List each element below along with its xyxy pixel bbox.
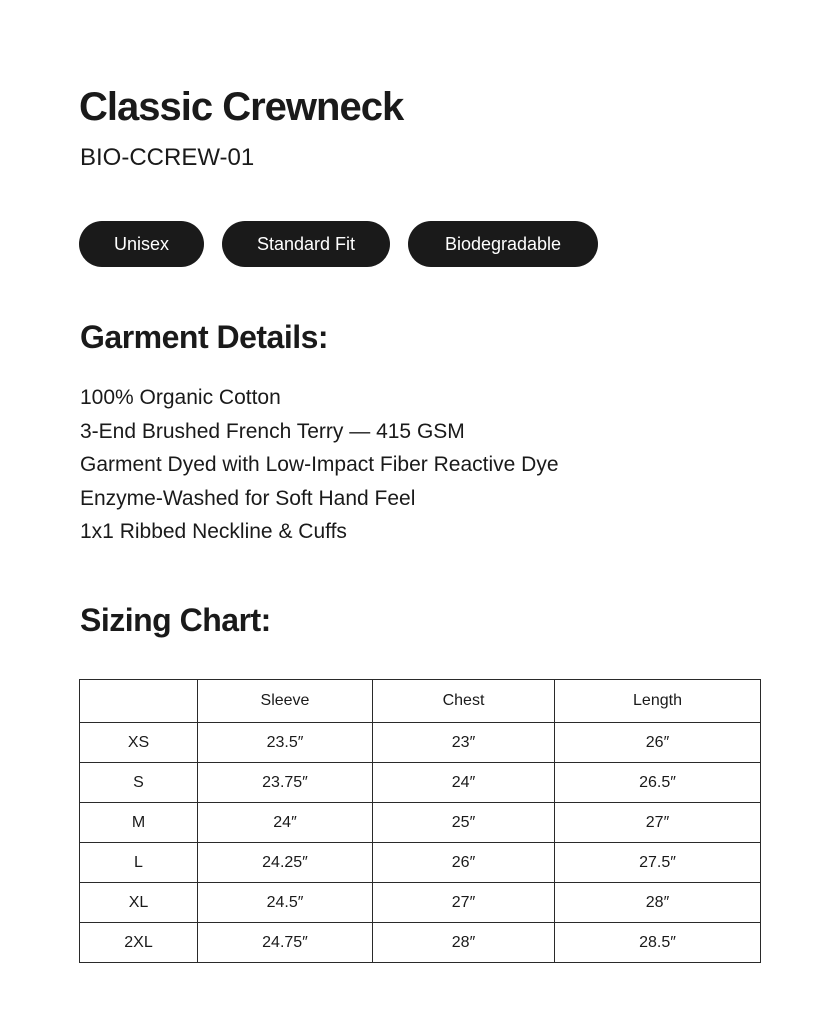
- chest-cell: 24″: [373, 763, 555, 803]
- sleeve-cell: 24.75″: [198, 923, 373, 963]
- product-sku: BIO-CCREW-01: [80, 144, 255, 171]
- detail-item: Garment Dyed with Low-Impact Fiber Reactive Dye: [80, 453, 559, 476]
- table-row: [80, 763, 761, 803]
- chest-cell: 23″: [373, 723, 555, 763]
- sleeve-cell: 23.75″: [198, 763, 373, 803]
- length-cell: 26″: [555, 723, 761, 763]
- garment-details-list: [80, 381, 559, 549]
- length-cell: 27″: [555, 803, 761, 843]
- chest-cell: 25″: [373, 803, 555, 843]
- detail-item: 100% Organic Cotton: [80, 386, 281, 409]
- tag-biodegradable: Biodegradable: [408, 221, 598, 267]
- header-sleeve: Sleeve: [198, 680, 373, 723]
- tag-standard-fit: Standard Fit: [222, 221, 390, 267]
- tag-list: [79, 221, 598, 267]
- size-cell: L: [80, 843, 198, 883]
- size-cell: XS: [80, 723, 198, 763]
- detail-item: 3-End Brushed French Terry — 415 GSM: [80, 419, 465, 443]
- size-cell: S: [80, 763, 198, 803]
- header-length: Length: [555, 680, 761, 723]
- size-cell: M: [80, 803, 198, 843]
- sizing-table: [79, 679, 761, 963]
- tag-unisex: Unisex: [79, 221, 204, 267]
- length-cell: 26.5″: [555, 763, 761, 803]
- table-row: [80, 803, 761, 843]
- table-row: [80, 923, 761, 963]
- header-size: [80, 680, 198, 723]
- table-row: [80, 843, 761, 883]
- chest-cell: 28″: [373, 923, 555, 963]
- sizing-chart-heading: Sizing Chart:: [80, 602, 271, 638]
- length-cell: 28.5″: [555, 923, 761, 963]
- chest-cell: 27″: [373, 883, 555, 923]
- table-header-row: [80, 680, 761, 723]
- table-row: [80, 883, 761, 923]
- detail-item: 1x1 Ribbed Neckline & Cuffs: [80, 520, 347, 543]
- sleeve-cell: 24.25″: [198, 843, 373, 883]
- chest-cell: 26″: [373, 843, 555, 883]
- sleeve-cell: 24.5″: [198, 883, 373, 923]
- product-title: Classic Crewneck: [79, 85, 404, 129]
- length-cell: 28″: [555, 883, 761, 923]
- detail-item: Enzyme-Washed for Soft Hand Feel: [80, 486, 416, 510]
- table-row: [80, 723, 761, 763]
- length-cell: 27.5″: [555, 843, 761, 883]
- sleeve-cell: 24″: [198, 803, 373, 843]
- garment-details-heading: Garment Details:: [80, 319, 329, 355]
- size-cell: XL: [80, 883, 198, 923]
- header-chest: Chest: [373, 680, 555, 723]
- size-cell: 2XL: [80, 923, 198, 963]
- sleeve-cell: 23.5″: [198, 723, 373, 763]
